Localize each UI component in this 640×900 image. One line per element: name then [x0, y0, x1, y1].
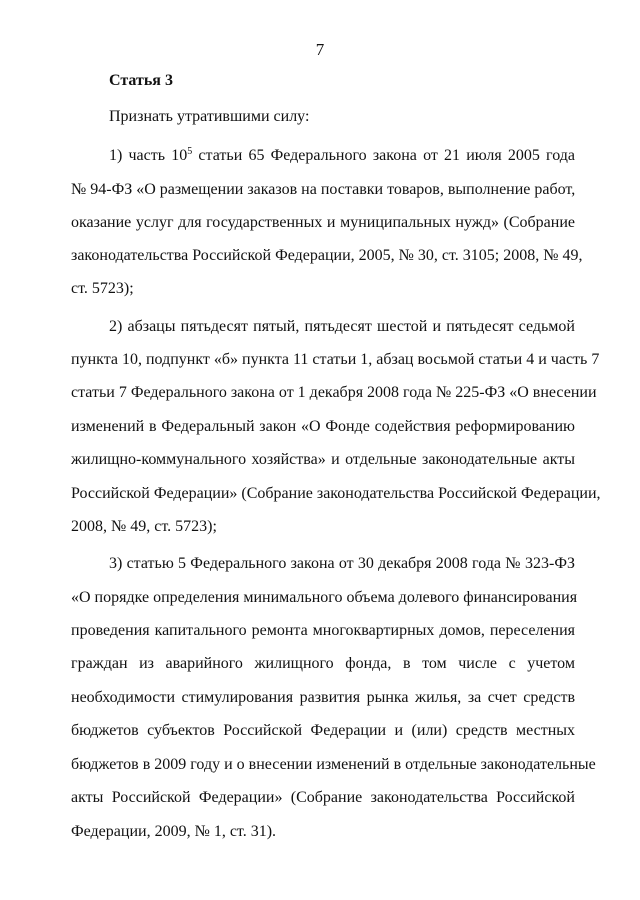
- text-line: пункта 10, подпункт «б» пункта 11 статьи 1, абзац восьмой статьи 4 и часть 7: [71, 351, 600, 368]
- text-line: жилищно-коммунального хозяйства» и отдельные законодательные акты: [71, 451, 575, 468]
- text-line: Признать утратившими силу:: [109, 108, 310, 125]
- text-line: 2) абзацы пятьдесят пятый, пятьдесят шестой и пятьдесят седьмой: [109, 318, 575, 335]
- text-line: проведения капитального ремонта многоквартирных домов, переселения: [71, 622, 575, 639]
- text-line: 2008, № 49, ст. 5723);: [71, 518, 217, 535]
- text-line: ст. 5723);: [71, 280, 134, 297]
- superscript: 5: [187, 146, 193, 157]
- text-line: оказание услуг для государственных и муниципальных нужд» (Собрание: [71, 214, 575, 231]
- text-line: необходимости стимулирования развития рынка жилья, за счет средств: [71, 689, 575, 706]
- text-line: граждан из аварийного жилищного фонда, в том числе с учетом: [71, 655, 575, 672]
- text-line: изменений в Федеральный закон «О Фонде содействия реформированию: [71, 418, 575, 435]
- text-line: бюджетов субъектов Российской Федерации и (или) средств местных: [71, 722, 575, 739]
- text-line: Федерации, 2009, № 1, ст. 31).: [71, 823, 277, 840]
- text-line: 1) часть $10^5$ статьи 65 Федерального закона от 21 июля 2005 года: [109, 146, 575, 164]
- text-line: законодательства Российской Федерации, 2005, № 30, ст. 3105; 2008, № 49,: [71, 247, 583, 264]
- article-heading: Статья 3: [109, 72, 173, 89]
- text-line: «О порядке определения минимального объема долевого финансирования: [71, 589, 578, 606]
- page-number: 7: [315, 40, 325, 59]
- text-line: акты Российской Федерации» (Собрание законодательства Российской: [71, 789, 575, 806]
- text-line: Российской Федерации» (Собрание законодательства Российской Федерации,: [71, 485, 601, 502]
- text-line: 3) статью 5 Федерального закона от 30 декабря 2008 года № 323-ФЗ: [109, 555, 575, 572]
- text-line: бюджетов в 2009 году и о внесении изменений в отдельные законодательные: [71, 756, 596, 773]
- text-line: статьи 7 Федерального закона от 1 декабря 2008 года № 225-ФЗ «О внесении: [71, 384, 597, 401]
- text-line: № 94-ФЗ «О размещении заказов на поставки товаров, выполнение работ,: [71, 181, 576, 198]
